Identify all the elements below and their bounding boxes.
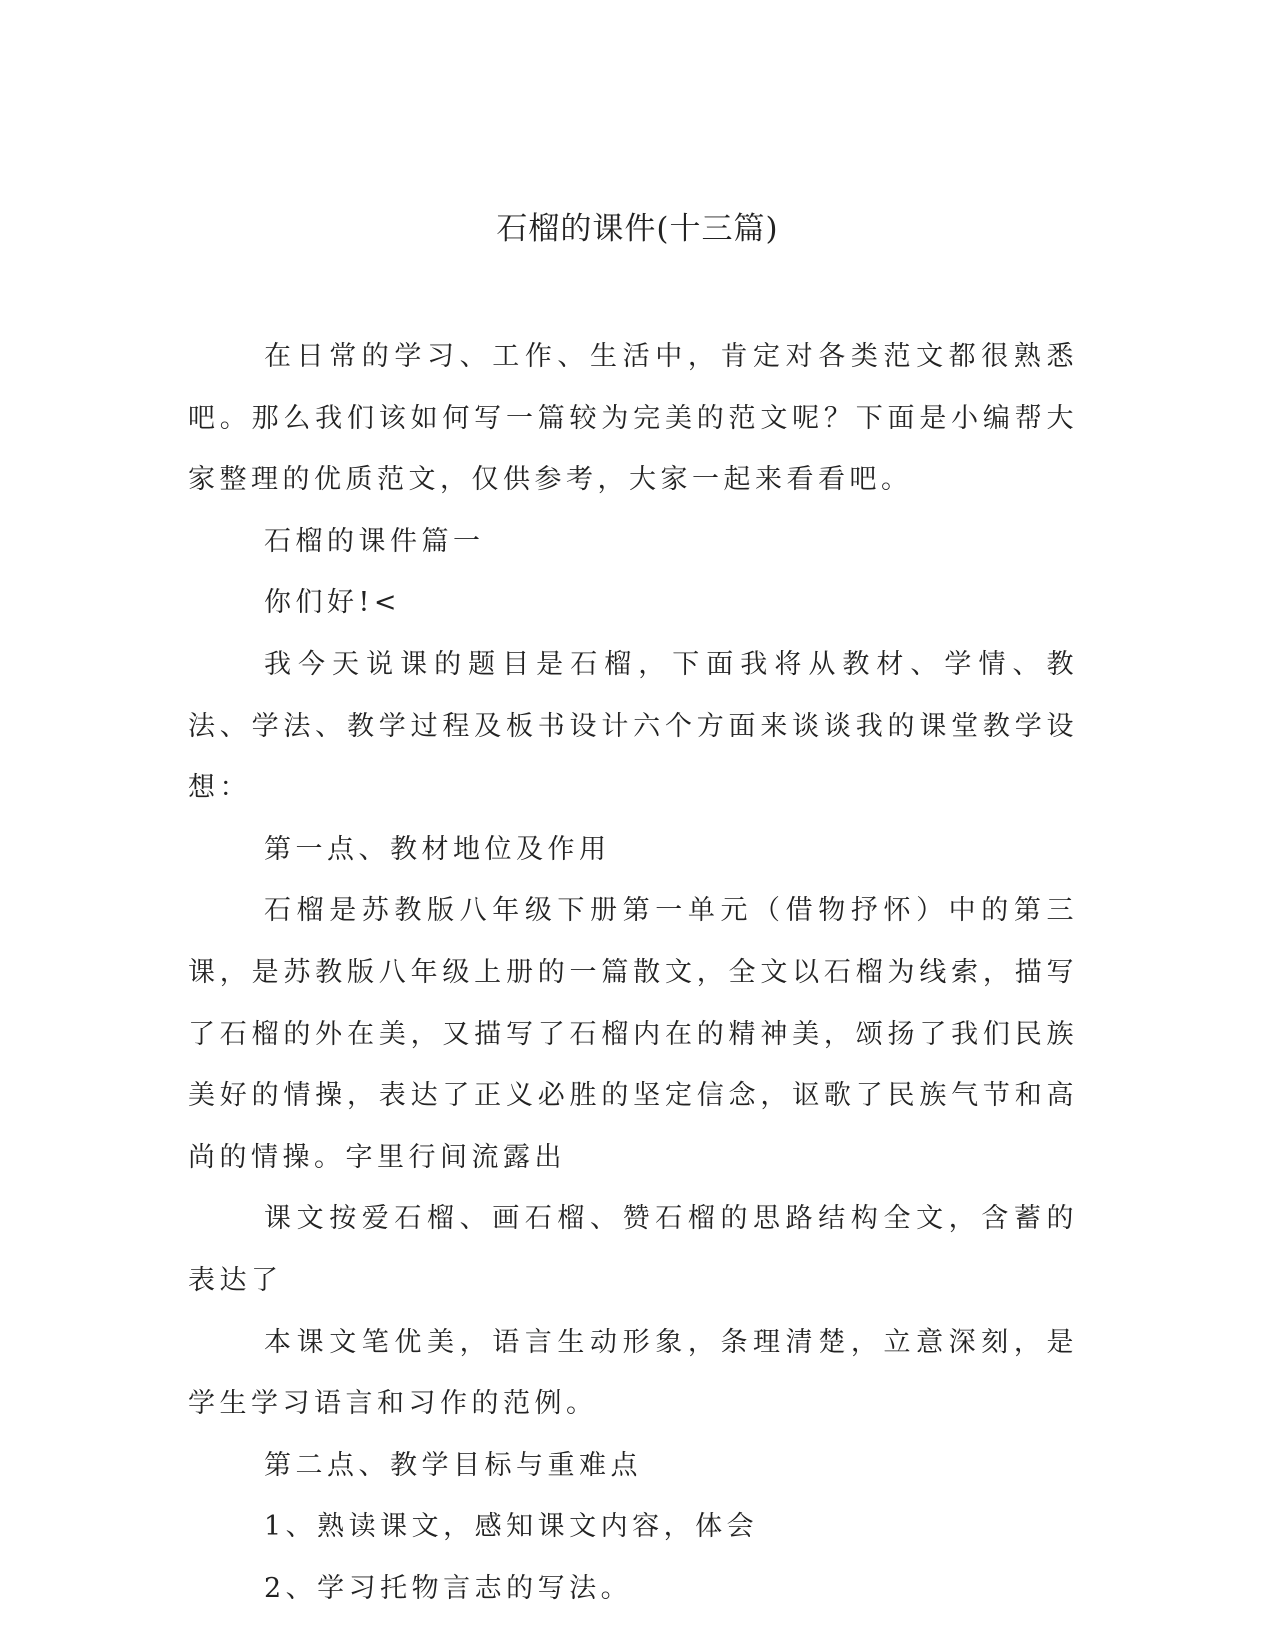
paragraph-text-structure: 课文按爱石榴、画石榴、赞石榴的思路结构全文，含蓄的表达了 — [188, 1203, 1078, 1296]
section-heading-part-one: 石榴的课件篇一 — [264, 525, 485, 557]
list-item-goal-2: 2、学习托物言志的写法。 — [264, 1572, 633, 1604]
document-title: 石榴的课件(十三篇) — [496, 211, 779, 247]
paragraph-lesson-topic: 我今天说课的题目是石榴，下面我将从教材、学情、教法、学法、教学过程及板书设计六个方面来谈谈我的课堂教学设想： — [188, 648, 1078, 804]
document-body — [188, 326, 1078, 1619]
paragraph-intro: 在日常的学习、工作、生活中，肯定对各类范文都很熟悉吧。那么我们该如何写一篇较为完美的范文呢？下面是小编帮大家整理的优质范文，仅供参考，大家一起来看看吧。 — [188, 341, 1078, 496]
paragraph-writing-style: 本课文笔优美，语言生动形象，条理清楚，立意深刻，是学生学习语言和习作的范例。 — [188, 1326, 1078, 1420]
list-item-goal-1: 1、熟读课文，感知课文内容，体会 — [264, 1511, 759, 1543]
section-heading-teaching-goals: 第二点、教学目标与重难点 — [264, 1449, 642, 1481]
paragraph-greeting: 你们好!< — [264, 587, 401, 619]
section-heading-textbook-position: 第一点、教材地位及作用 — [264, 833, 611, 865]
paragraph-textbook-description: 石榴是苏教版八年级下册第一单元（借物抒怀）中的第三课，是苏教版八年级上册的一篇散文，全文以石榴为线索，描写了石榴的外在美，又描写了石榴内在的精神美，颂扬了我们民族美好的情操，表达了正义必胜的坚定信念，讴歌了民族气节和高尚的情操。字里行间流露出 — [188, 895, 1078, 1173]
